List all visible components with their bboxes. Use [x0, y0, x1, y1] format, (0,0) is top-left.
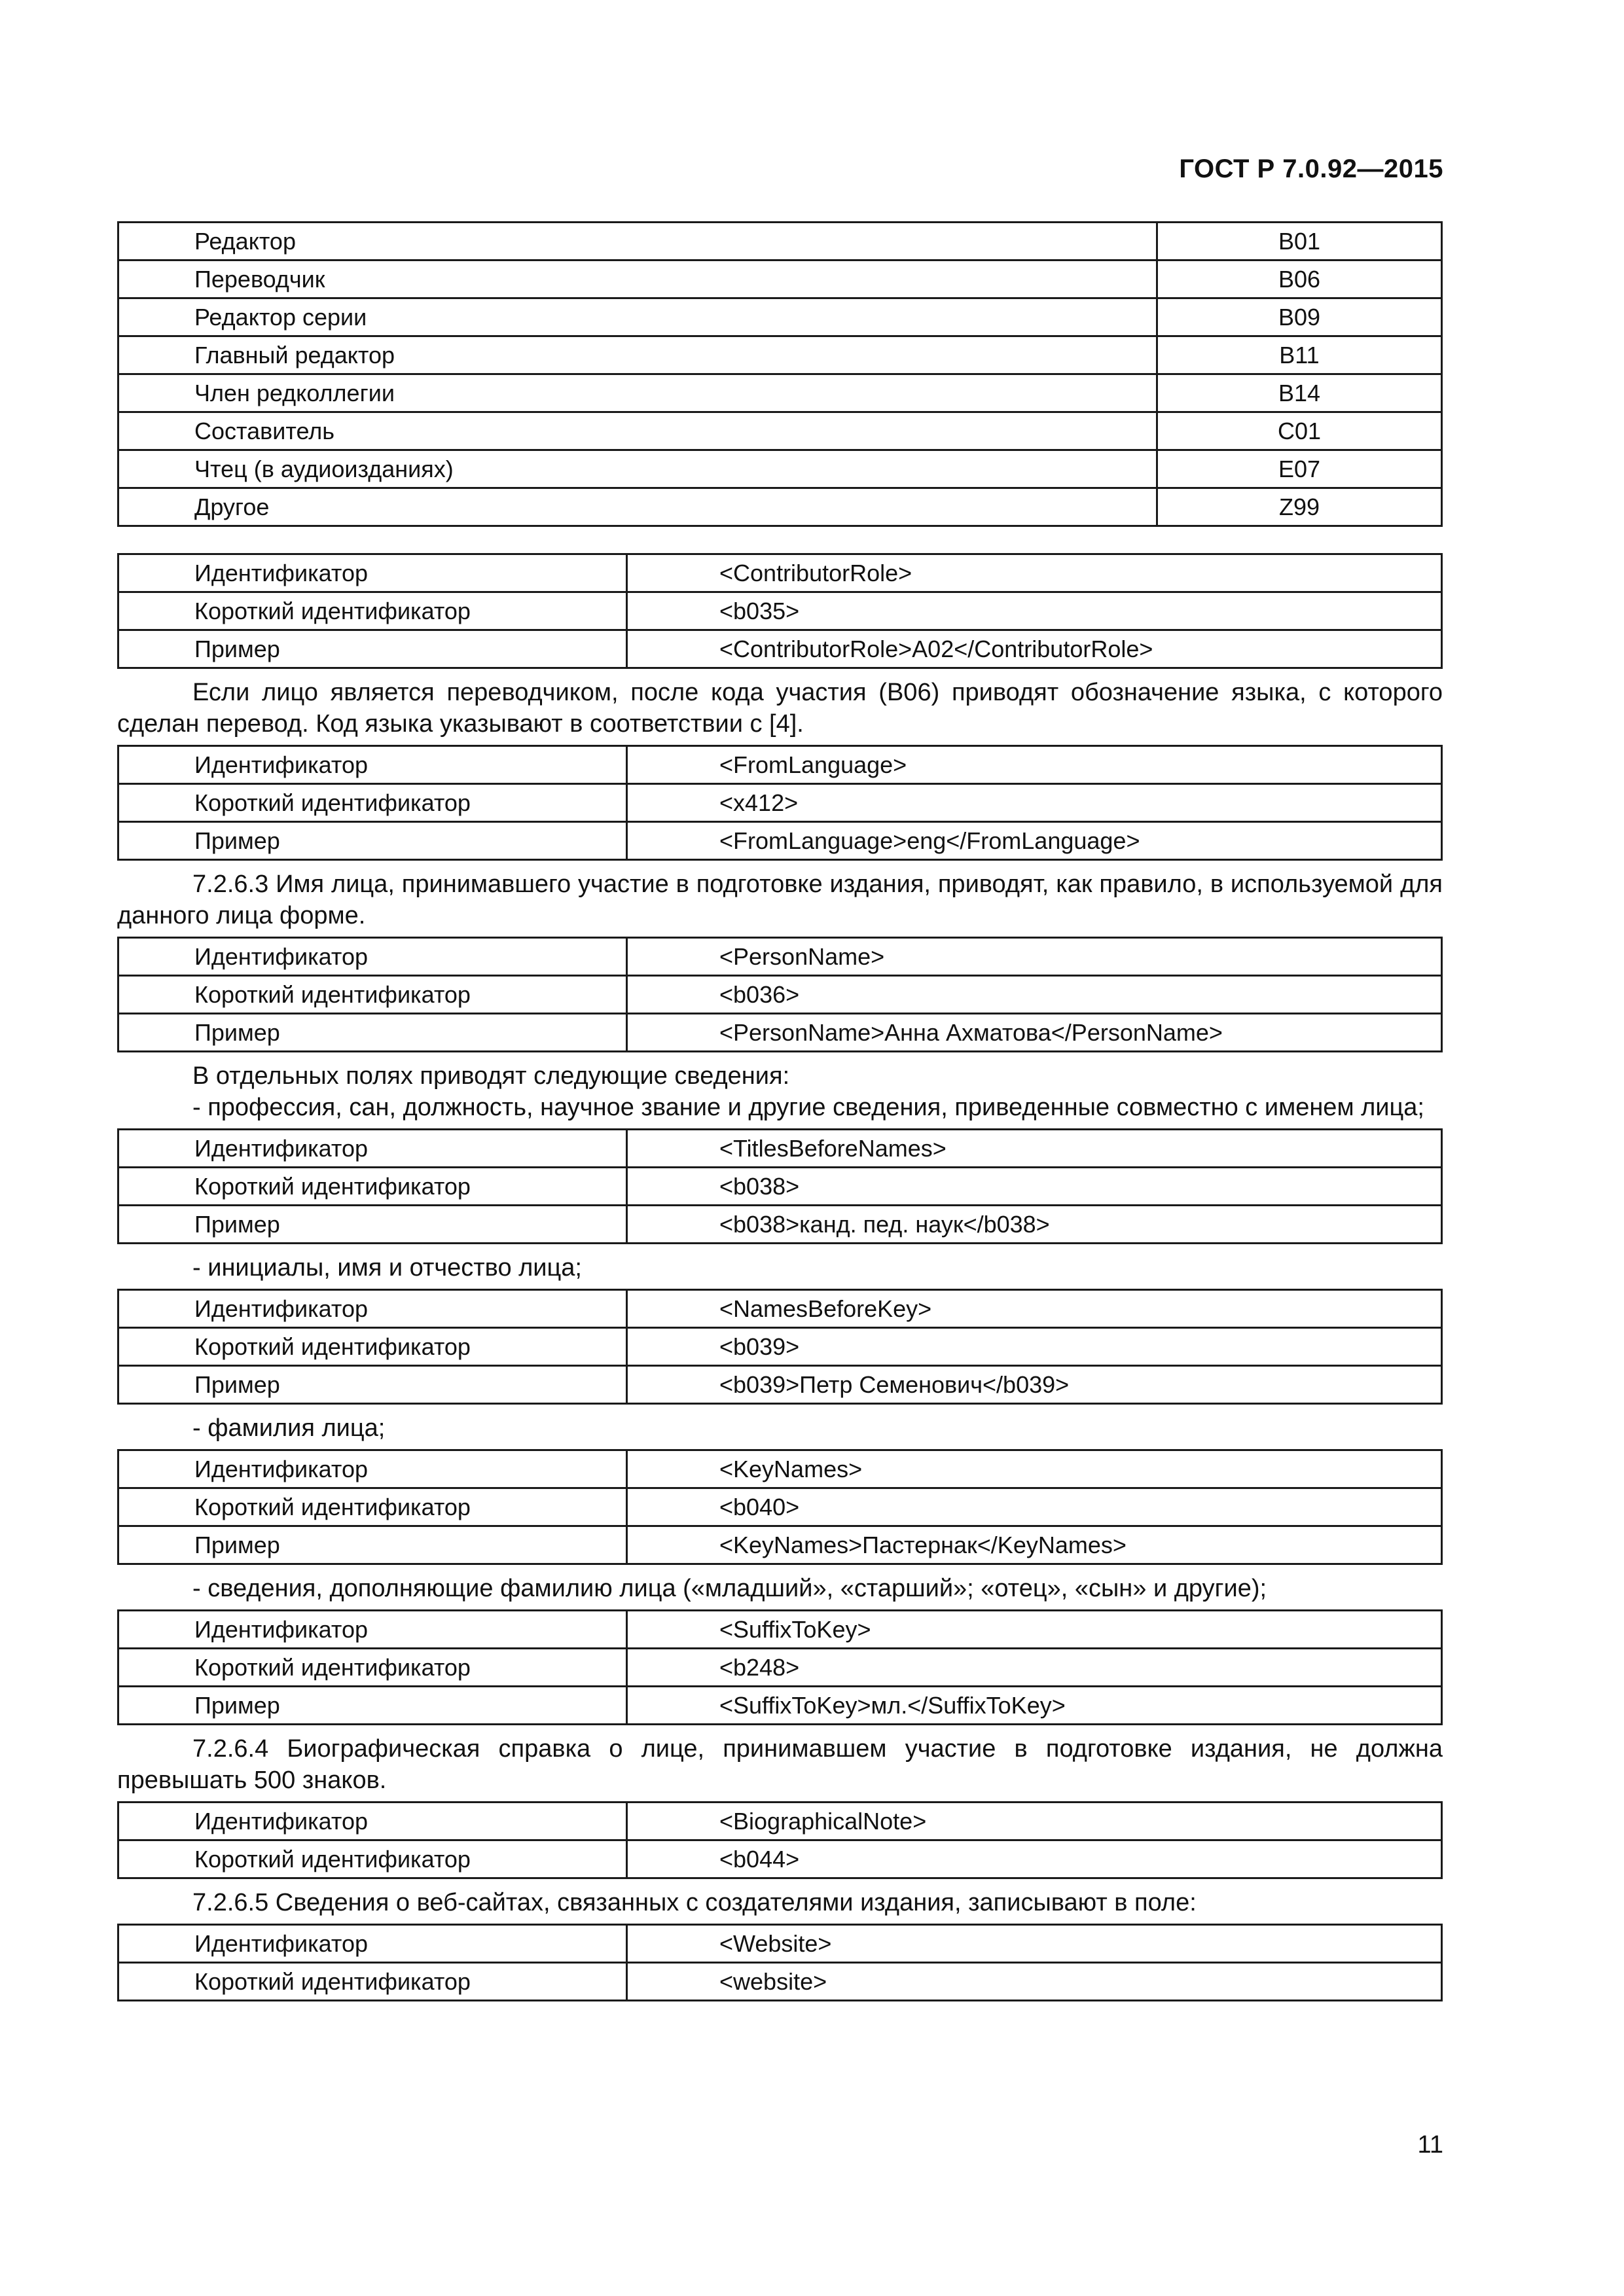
value-cell: <ContributorRole> [627, 554, 1442, 592]
table-row [118, 1687, 1442, 1725]
role-code-cell: B01 [1157, 223, 1442, 260]
surname-paragraph-block [117, 1412, 1443, 1444]
person-name-table [117, 937, 1443, 1052]
value-cell: <b039> [627, 1328, 1442, 1366]
table-row [118, 1328, 1442, 1366]
names-paragraph: - инициалы, имя и отчество лица; [192, 1254, 582, 1282]
table-row [118, 630, 1442, 668]
titles-paragraph: - профессия, сан, должность, научное звание и другие сведения, приведенные совместно с именем лица; [192, 1094, 1424, 1121]
label-cell: Идентификатор [118, 1803, 627, 1840]
label-cell: Короткий идентификатор [118, 1328, 627, 1366]
table-row [118, 488, 1442, 526]
table-row [118, 1206, 1442, 1244]
label-cell: Короткий идентификатор [118, 592, 627, 630]
page-content [117, 221, 1443, 2008]
label-cell: Пример [118, 1687, 627, 1725]
fields-intro-block [117, 1060, 1443, 1123]
table-row [118, 1450, 1442, 1488]
role-name-cell: Редактор серии [118, 298, 1157, 336]
label-cell: Короткий идентификатор [118, 1840, 627, 1878]
value-cell: <PersonName>Анна Ахматова</PersonName> [627, 1014, 1442, 1052]
role-name-cell: Редактор [118, 223, 1157, 260]
role-name-cell: Главный редактор [118, 336, 1157, 374]
value-cell: <x412> [627, 784, 1442, 822]
value-cell: <PersonName> [627, 938, 1442, 976]
role-code-cell: E07 [1157, 450, 1442, 488]
table-row [118, 1840, 1442, 1878]
page-number: 11 [1417, 2131, 1443, 2159]
table-row [118, 1963, 1442, 2001]
value-cell: <TitlesBeforeNames> [627, 1130, 1442, 1168]
suffix-paragraph-block [117, 1573, 1443, 1604]
table-row [118, 412, 1442, 450]
table-row [118, 746, 1442, 784]
value-cell: <b038> [627, 1168, 1442, 1206]
contributor-roles-table [117, 221, 1443, 527]
value-cell: <b040> [627, 1488, 1442, 1526]
table-row [118, 336, 1442, 374]
role-code-cell: B09 [1157, 298, 1442, 336]
table-row [118, 1366, 1442, 1404]
table-row [118, 784, 1442, 822]
table-row [118, 374, 1442, 412]
table-row [118, 1168, 1442, 1206]
label-cell: Пример [118, 1206, 627, 1244]
role-name-cell: Переводчик [118, 260, 1157, 298]
role-name-cell: Член редколлегии [118, 374, 1157, 412]
titles-before-names-table [117, 1128, 1443, 1244]
section-7265-block [117, 1887, 1443, 1918]
value-cell: <SuffixToKey> [627, 1611, 1442, 1649]
role-name-cell: Составитель [118, 412, 1157, 450]
role-name-cell: Другое [118, 488, 1157, 526]
label-cell: Идентификатор [118, 1450, 627, 1488]
names-before-key-table [117, 1289, 1443, 1405]
role-code-cell: B11 [1157, 336, 1442, 374]
table-row [118, 938, 1442, 976]
section-7263-paragraph: 7.2.6.3 Имя лица, принимавшего участие в подготовке издания, приводят, как правило, в используемой для данного лица форме. [117, 870, 1443, 929]
table-row [118, 554, 1442, 592]
suffix-to-key-table [117, 1609, 1443, 1725]
label-cell: Пример [118, 1526, 627, 1564]
table-row [118, 1526, 1442, 1564]
from-language-table [117, 745, 1443, 861]
section-7265-paragraph: 7.2.6.5 Сведения о веб-сайтах, связанных с создателями издания, записывают в поле: [192, 1889, 1197, 1916]
table-row [118, 298, 1442, 336]
label-cell: Короткий идентификатор [118, 1649, 627, 1687]
value-cell: <b044> [627, 1840, 1442, 1878]
role-code-cell: B14 [1157, 374, 1442, 412]
translator-paragraph: Если лицо является переводчиком, после кода участия (B06) приводят обозначение языка, с которого сделан перевод. Код языка указывают в соответствии с [4]. [117, 679, 1443, 738]
value-cell: <website> [627, 1963, 1442, 2001]
document-header: ГОСТ Р 7.0.92—2015 [1179, 154, 1443, 183]
value-cell: <FromLanguage> [627, 746, 1442, 784]
label-cell: Короткий идентификатор [118, 1168, 627, 1206]
table-row [118, 260, 1442, 298]
contributor-role-table [117, 553, 1443, 669]
value-cell: <b038>канд. пед. наук</b038> [627, 1206, 1442, 1244]
table-row [118, 1290, 1442, 1328]
table-row [118, 450, 1442, 488]
section-7264-block [117, 1733, 1443, 1796]
value-cell: <b036> [627, 976, 1442, 1014]
website-table [117, 1924, 1443, 2001]
fields-intro-paragraph: В отдельных полях приводят следующие сведения: [192, 1062, 790, 1090]
translator-paragraph-block [117, 677, 1443, 740]
section-7264-paragraph: 7.2.6.4 Биографическая справка о лице, принимавшем участие в подготовке издания, не должна превышать 500 знаков. [117, 1735, 1443, 1794]
table-row [118, 1611, 1442, 1649]
value-cell: <KeyNames>Пастернак</KeyNames> [627, 1526, 1442, 1564]
label-cell: Идентификатор [118, 1611, 627, 1649]
role-code-cell: B06 [1157, 260, 1442, 298]
value-cell: <FromLanguage>eng</FromLanguage> [627, 822, 1442, 860]
table-row [118, 822, 1442, 860]
value-cell: <b248> [627, 1649, 1442, 1687]
role-code-cell: C01 [1157, 412, 1442, 450]
value-cell: <b039>Петр Семенович</b039> [627, 1366, 1442, 1404]
label-cell: Короткий идентификатор [118, 1488, 627, 1526]
table-row [118, 976, 1442, 1014]
table-row [118, 1803, 1442, 1840]
names-paragraph-block [117, 1252, 1443, 1283]
table-row [118, 223, 1442, 260]
table-row [118, 1649, 1442, 1687]
role-name-cell: Чтец (в аудиоизданиях) [118, 450, 1157, 488]
table-row [118, 1014, 1442, 1052]
label-cell: Идентификатор [118, 554, 627, 592]
table-row [118, 1130, 1442, 1168]
section-7263-block [117, 869, 1443, 931]
key-names-table [117, 1449, 1443, 1565]
label-cell: Пример [118, 1366, 627, 1404]
label-cell: Пример [118, 1014, 627, 1052]
table-row [118, 592, 1442, 630]
label-cell: Идентификатор [118, 938, 627, 976]
value-cell: <ContributorRole>A02</ContributorRole> [627, 630, 1442, 668]
label-cell: Пример [118, 822, 627, 860]
role-code-cell: Z99 [1157, 488, 1442, 526]
biographical-note-table [117, 1801, 1443, 1879]
label-cell: Идентификатор [118, 1290, 627, 1328]
value-cell: <BiographicalNote> [627, 1803, 1442, 1840]
suffix-paragraph: - сведения, дополняющие фамилию лица («младший», «старший»; «отец», «сын» и другие); [192, 1575, 1267, 1602]
label-cell: Идентификатор [118, 746, 627, 784]
label-cell: Короткий идентификатор [118, 1963, 627, 2001]
value-cell: <Website> [627, 1925, 1442, 1963]
value-cell: <SuffixToKey>мл.</SuffixToKey> [627, 1687, 1442, 1725]
label-cell: Короткий идентификатор [118, 976, 627, 1014]
surname-paragraph: - фамилия лица; [192, 1414, 386, 1442]
label-cell: Пример [118, 630, 627, 668]
label-cell: Идентификатор [118, 1130, 627, 1168]
table-row [118, 1925, 1442, 1963]
table-row [118, 1488, 1442, 1526]
label-cell: Идентификатор [118, 1925, 627, 1963]
value-cell: <b035> [627, 592, 1442, 630]
label-cell: Короткий идентификатор [118, 784, 627, 822]
value-cell: <KeyNames> [627, 1450, 1442, 1488]
value-cell: <NamesBeforeKey> [627, 1290, 1442, 1328]
